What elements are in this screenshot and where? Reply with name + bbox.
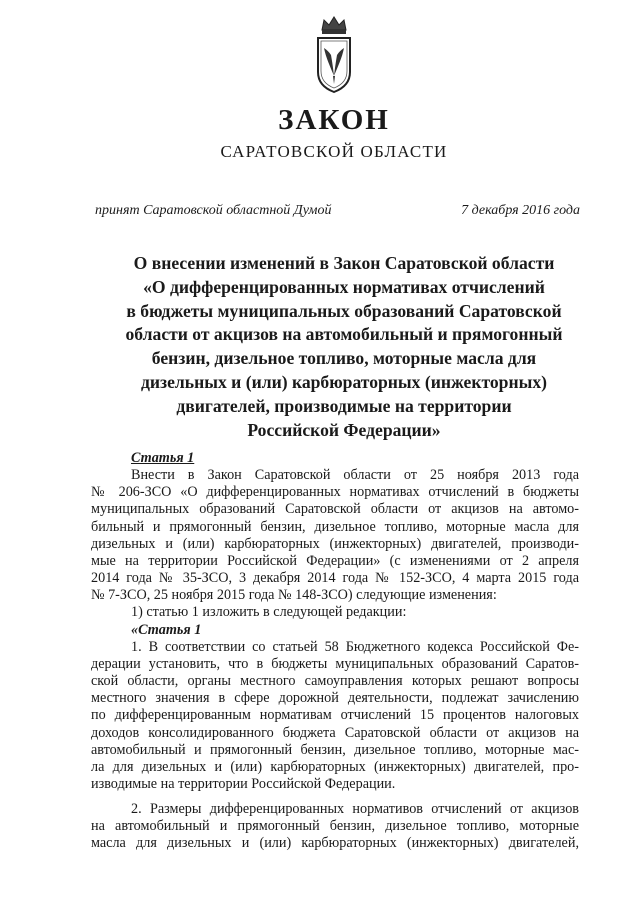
heading-line: в бюджеты муниципальных образований Саратовской xyxy=(126,300,562,321)
body-line: автомобильный и прямогонный бензин, дизельное топливо, моторные мас- xyxy=(91,741,579,758)
body-line: № 206-ЗСО «О дифференцированных нормативах отчислений в бюджеты xyxy=(91,484,579,501)
body-line: № 7-ЗСО, 25 ноября 2015 года № 148-ЗСО) следующие изменения: xyxy=(91,587,497,604)
body-line: по дифференцированным нормативам отчислений 15 процентов налоговых xyxy=(91,707,579,724)
adopted-by-line: принят Саратовской областной Думой xyxy=(95,203,332,218)
body-line: муниципальных образований Саратовской области от акцизов на автомо- xyxy=(91,501,579,518)
adopted-date: 7 декабря 2016 года xyxy=(461,203,580,218)
law-region-subtitle: САРАТОВСКОЙ ОБЛАСТИ xyxy=(220,142,448,161)
body-line: доходов консолидированного бюджета Саратовской области от акцизов на xyxy=(91,724,579,741)
law-body xyxy=(91,450,579,853)
body-line: изводимые на территории Российской Федерации. xyxy=(91,775,396,792)
body-line: бильный и прямогонный бензин, дизельное топливо, моторные масла для xyxy=(91,518,579,535)
body-line: мые на территории Российской Федерации» (с изменениями от 2 апреля xyxy=(91,552,579,569)
body-line: Внести в Закон Саратовской области от 25 ноября 2013 года xyxy=(131,467,579,484)
heading-line: «О дифференцированных нормативах отчислений xyxy=(143,276,545,297)
body-line: 2. Размеры дифференцированных нормативов отчислений от акцизов xyxy=(131,801,579,818)
heading-line: области от акцизов на автомобильный и прямогонный xyxy=(125,324,563,345)
heading-line: дизельных и (или) карбюраторных (инжекторных) xyxy=(141,371,547,392)
amendment-item-1: 1) статью 1 изложить в следующей редакции: xyxy=(131,604,407,621)
saratov-coat-of-arms-icon xyxy=(312,14,356,94)
heading-line: бензин, дизельное топливо, моторные масла для xyxy=(151,348,537,369)
body-line: 2014 года № 35-ЗСО, 3 декабря 2014 года № 152-ЗСО, 4 марта 2015 года xyxy=(91,570,579,587)
heading-line: О внесении изменений в Закон Саратовской области xyxy=(133,253,555,273)
body-line: дерации установить, что в бюджеты муниципальных образований Саратов- xyxy=(91,655,579,672)
law-title: ЗАКОН xyxy=(278,104,390,136)
body-line: ла для дизельных и (или) карбюраторных (инжекторных) двигателей, про- xyxy=(91,758,579,775)
body-line: дизельных и (или) карбюраторных (инжекторных) двигателей, производи- xyxy=(91,535,579,552)
quoted-article-title: «Статья 1 xyxy=(131,621,202,638)
heading-line: двигателей, производимые на территории xyxy=(176,395,512,416)
law-heading xyxy=(96,252,592,442)
body-line: масла для дизельных и (или) карбюраторных (инжекторных) двигателей, xyxy=(91,835,579,852)
body-line: местного значения в сфере дорожной деятельности, подлежат зачислению xyxy=(91,690,579,707)
body-line: на автомобильный и прямогонный бензин, дизельное топливо, моторные xyxy=(91,818,579,835)
body-line: 1. В соответствии со статьей 58 Бюджетного кодекса Российской Фе- xyxy=(131,638,579,655)
article-1-title: Статья 1 xyxy=(131,450,195,466)
body-line: ской области, органы местного самоуправления которых решают вопросы xyxy=(91,673,579,690)
heading-line: Российской Федерации» xyxy=(247,419,441,440)
